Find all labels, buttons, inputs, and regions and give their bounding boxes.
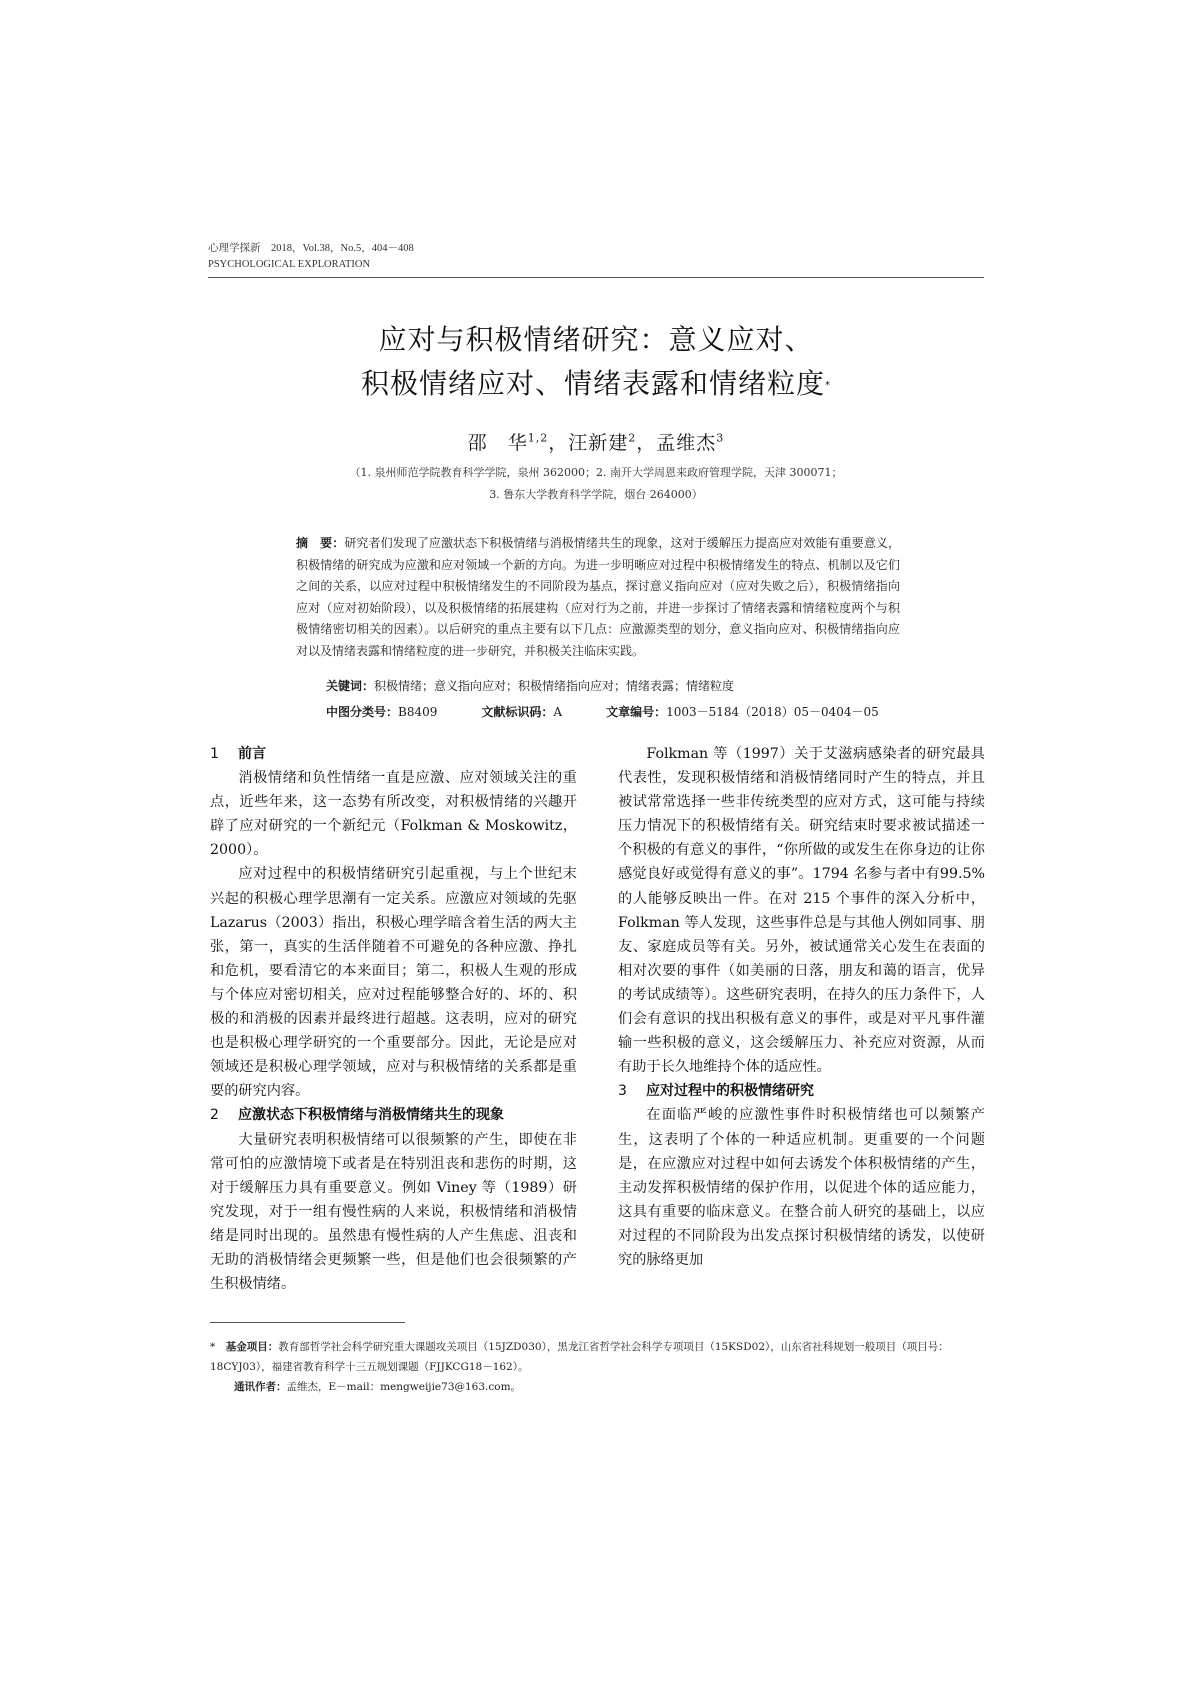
title-line-1: 应对与积极情绪研究：意义应对、 (378, 323, 814, 356)
footnote-rule (210, 1322, 405, 1323)
section-1-heading (210, 742, 577, 766)
affiliations (258, 462, 934, 506)
body-column-right (618, 742, 985, 1272)
footnote-mark: * (210, 1341, 216, 1353)
author-1-affil: 1,2 (527, 431, 549, 445)
section-2-title: 应激状态下积极情绪与消极情绪共生的现象 (238, 1107, 504, 1124)
journal-header (208, 241, 984, 273)
affiliation-line-2: 3. 鲁东大学教育科学学院，烟台 264000） (489, 488, 703, 501)
abstract (296, 533, 900, 662)
section-1-number: 1 (210, 746, 219, 762)
affiliation-line-1: （1. 泉州师范学院教育科学学院，泉州 362000；2. 南开大学周恩来政府管理学院，天津 300071； (349, 466, 843, 479)
paper-title (208, 318, 984, 406)
journal-name-en: PSYCHOLOGICAL EXPLORATION (208, 259, 371, 270)
keywords-text: 积极情绪；意义指向应对；积极情绪指向应对；情绪表露；情绪粒度 (374, 679, 735, 693)
section-1-title: 前言 (238, 746, 266, 762)
title-footnote-mark: * (825, 380, 831, 391)
corresponding-label: 通讯作者： (234, 1381, 287, 1393)
article-no-label: 文章编号： (606, 705, 667, 719)
abstract-text: 研究者们发现了应激状态下积极情绪与消极情绪共生的现象，这对于缓解压力提高应对效能有重要意义，积极情绪的研究成为应激和应对领域一个新的方向。为进一步明晰应对过程中积极情绪发生的特点、机制以及它们之间的关系，以应对过程中积极情绪发生的不同阶段为基点，探讨意义指向应对（应对失败之后），积极情绪指向应对（应对初始阶段），以及积极情绪的拓展建构（应对行为之前，并进一步探讨了情绪表露和情绪粒度两个与积极情绪密切相关的因素）。以后研究的重点主要有以下几点：应激源类型的划分，意义指向应对、积极情绪指向应对以及情绪表露和情绪粒度的进一步研究，并积极关注临床实践。 (296, 536, 900, 658)
corresponding-text: 孟维杰，E－mail：mengweijie73@163.com。 (286, 1381, 522, 1393)
abstract-label: 摘 要： (296, 536, 345, 550)
paragraph: 大量研究表明积极情绪可以很频繁的产生，即使在非常可怕的应激情境下或者是在特别沮丧和悲伤的时期，这对于缓解压力具有重要意义。例如 Viney 等（1989）研究发现，对于一组有慢性病的人来说，积极情绪和消极情绪是同时出现的。虽然患有慢性病的人产生焦虑、沮丧和无助的消极情绪会更频繁一些，但是他们也会很频繁的产生积极情绪。 (210, 1131, 577, 1293)
author-2: ，汪新建 (548, 432, 629, 454)
author-list (208, 428, 984, 455)
section-2-heading (210, 1103, 577, 1127)
section-3-heading (618, 1079, 985, 1103)
body-column-left (210, 742, 577, 1296)
paragraph: 消极情绪和负性情绪一直是应激、应对领域关注的重点，近些年来，这一态势有所改变，对积极情绪的兴趣开辟了应对研究的一个新纪元（Folkman & Moskowitz，2000）。 (210, 770, 577, 859)
article-no-value: 1003－5184（2018）05－0404－05 (666, 705, 879, 719)
clc-label: 中图分类号： (326, 705, 399, 719)
section-3-title: 应对过程中的积极情绪研究 (646, 1083, 814, 1100)
author-1: 邵 华 (467, 432, 528, 454)
fund-text: 教育部哲学社会科学研究重大课题攻关项目（15JZD030），黑龙江省哲学社会科学专项项目（15KSD02），山东省社科规划一般项目（项目号：18CYJ03），福建省教育科学十三五规划课题（FJJKCG18－162）。 (210, 1341, 949, 1373)
clc-value: B8409 (398, 705, 438, 719)
section-2-number: 2 (210, 1107, 219, 1124)
doc-code-value: A (553, 705, 563, 719)
journal-citation: 心理学探新 2018，Vol.38，No.5，404－408 (208, 243, 414, 254)
author-3: ，孟维杰 (636, 432, 717, 454)
classification-line (326, 703, 886, 720)
keywords (326, 677, 886, 694)
header-rule (208, 277, 984, 278)
author-2-affil: 2 (628, 431, 637, 445)
paragraph: Folkman 等（1997）关于艾滋病感染者的研究最具代表性，发现积极情绪和消极情绪同时产生的特点，并且被试常常选择一些非传统类型的应对方式，这可能与持续压力情况下的积极情绪有关。研究结束时要求被试描述一个积极的有意义的事件，“你所做的或发生在你身边的让你感觉良好或觉得有意义的事”。1794 名参与者中有99.5%的人能够反映出一件。在对 215 个事件的深入分析中，Folkman 等人发现，这些事件总是与其他人例如同事、朋友、家庭成员等有关。另外，被试通常关心发生在表面的相对次要的事件（如美丽的日落，朋友和蔼的语言，优异的考试成绩等）。这些研究表明，在持久的压力条件下，人们会有意识的找出积极有意义的事件，或是对平凡事件灌输一些积极的意义，这会缓解压力、补充应对资源，从而有助于长久地维持个体的适应性。 (618, 746, 985, 1076)
paragraph: 在面临严峻的应激性事件时积极情绪也可以频繁产生，这表明了个体的一种适应机制。更重要的一个问题是，在应激应对过程中如何去诱发个体积极情绪的产生，主动发挥积极情绪的保护作用，以促进个体的适应能力，这具有重要的临床意义。在整合前人研究的基础上，以应对过程的不同阶段为出发点探讨积极情绪的诱发，以使研究的脉络更加 (618, 1107, 985, 1268)
title-line-2: 积极情绪应对、情绪表露和情绪粒度 (360, 367, 825, 400)
keywords-label: 关键词： (326, 679, 375, 693)
footnote (210, 1337, 986, 1397)
section-3-number: 3 (618, 1083, 627, 1100)
fund-label: 基金项目： (225, 1341, 279, 1353)
paragraph: 应对过程中的积极情绪研究引起重视，与上个世纪末兴起的积极心理学思潮有一定关系。应激应对领域的先驱 Lazarus（2003）指出，积极心理学暗含着生活的两大主张，第一，真实的生活伴随着不可避免的各种应激、挣扎和危机，要看清它的本来面目；第二，积极人生观的形成与个体应对密切相关，应对过程能够整合好的、坏的、积极的和消极的因素并最终进行超越。这表明，应对的研究也是积极心理学研究的一个重要部分。因此，无论是应对领域还是积极心理学领域，应对与积极情绪的关系都是重要的研究内容。 (210, 866, 577, 1100)
doc-code-label: 文献标识码： (481, 705, 554, 719)
author-3-affil: 3 (716, 431, 725, 445)
